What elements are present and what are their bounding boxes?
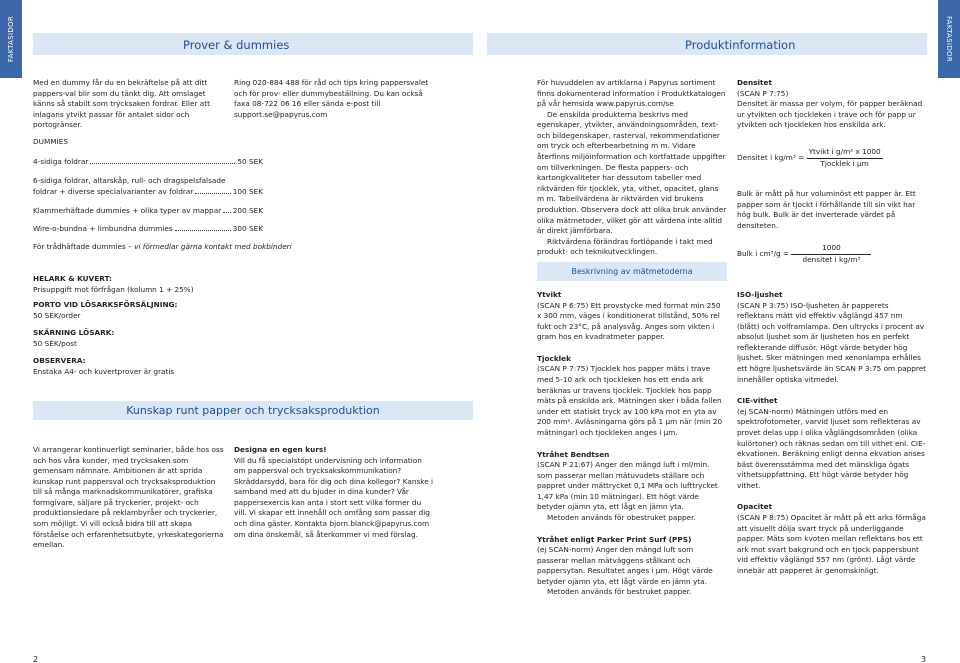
design-text: Vill du få specialstöpt undervisning och information om pappersval och trycksakskommunikation? Skräddarsydd, bara för dig och dina kollegor? Kanske i samband med att du bjuder in dina kunder? Vår pappersexercis kan anta i stort sett vilka former du vill. Vi skapar ett innehåll och omfång som passar dig och dina gäster. Kontakta bjorn.blanck@papyrus.com om dina önskemål, så återkommer vi med förslag. bbox=[234, 455, 434, 539]
density-heading: Densitet bbox=[737, 78, 772, 87]
right-page-number: 3 bbox=[921, 655, 927, 663]
measure-column-a bbox=[537, 290, 727, 598]
price-text: 50 SEK/post bbox=[33, 338, 77, 348]
price-block bbox=[33, 300, 177, 321]
price-heading: PORTO VID LÖSARKSFÖRSÄLJNING: bbox=[33, 300, 178, 309]
design-heading: Designa en egen kurs! bbox=[234, 445, 327, 454]
dummy-price: 200 SEK bbox=[232, 206, 263, 215]
dummy-price: 100 SEK bbox=[232, 187, 263, 196]
dummy-label: 4-sidiga foldrar bbox=[33, 157, 89, 166]
price-block bbox=[33, 328, 114, 349]
price-heading: HELARK & KUVERT: bbox=[33, 274, 112, 283]
left-tab-label: FAKTASIDOR bbox=[6, 15, 15, 63]
dummy-label: foldrar + diverse specialvarianter av foldrar bbox=[33, 187, 194, 196]
measure-text: (SCAN P 7:75) Tjocklek hos papper mäts i trave med 5-10 ark och tjockleken hos ett enda ark beräknas ur travens tjocklek. Tjocklek hos papp mäts på enskilda ark. Mätningen sker i båda fallen under ett statiskt tryck av 100 kPa mot en yta av 200 mm². Avläsningarna görs på 1 µm när (min 20 mätningar) och tjockleken anges i µm. bbox=[537, 364, 723, 437]
measure-item bbox=[537, 290, 727, 343]
left-header-title: Prover & dummies bbox=[183, 38, 290, 52]
intro-paragraph: De enskilda produkterna beskrivs med egenskaper, ytvikter, användningsområden, text- och bildegenskaper, rasterval, rekommendationer om tryck och efterbearbetning m m. Vidare återfinns miljöinformation och kortfattade uppgifter om tillverkningen. De flesta pappers- och kartongkvaliteter har dessutom tabeller med riktvärden för tjocklek, yta, vithet, opacitet, glans m m. Tabellvärdena är riktvärden vid brukens produktion. Observera dock att olika bruk använder olika mätmetoder, vilket gör att värdena inte alltid är direkt jämförbara. bbox=[537, 109, 727, 236]
measure-text: (SCAN P 8:75) Opacitet är mått på ett arks förmåga att visuellt dölja svart tryck på underliggande papper. Mäts som kvoten mellan reflektans hos ett ark mot svart bakgrund och en tjock pappersbunt vid effektiv våglängd 557 nm (grönt). Lågt värde innebär att papperet är genomskinligt. bbox=[737, 512, 926, 575]
right-side-tab bbox=[938, 0, 960, 78]
measure-item bbox=[737, 396, 927, 491]
knowledge-section-title: Kunskap runt papper och trycksaksproduktion bbox=[126, 403, 380, 417]
dummy-row bbox=[33, 224, 263, 235]
dummy-price: 300 SEK bbox=[232, 224, 263, 233]
right-header-title: Produktinformation bbox=[685, 38, 796, 52]
price-heading: SKÄRNING LÖSARK: bbox=[33, 328, 115, 337]
dummy-row bbox=[33, 187, 263, 198]
left-page-number: 2 bbox=[33, 655, 39, 663]
measure-heading: Ytvikt bbox=[537, 290, 562, 299]
density-formula bbox=[737, 147, 883, 169]
measure-heading: Ytråhet enligt Parker Print Surf (PPS) bbox=[537, 534, 692, 544]
measure-column-b bbox=[737, 290, 927, 576]
thread-note-prefix: För trådhäftade dummies – bbox=[33, 242, 132, 251]
formula-fraction bbox=[791, 243, 871, 265]
measure-item bbox=[537, 354, 727, 439]
measure-extra: Metoden används för obestruket papper. bbox=[547, 512, 696, 522]
dummy-label-line: 6-sidiga foldrar, altarskåp, rull- och dragspelsfalsade bbox=[33, 176, 226, 185]
dummies-heading: DUMMIES bbox=[33, 137, 68, 146]
measure-heading: CIE-vithet bbox=[737, 396, 778, 406]
formula-denominator: densitet i kg/m³ bbox=[802, 254, 861, 264]
measure-item bbox=[537, 450, 727, 524]
measure-item bbox=[737, 290, 927, 385]
seminar-text: Vi arrangerar kontinuerligt seminarier, både hos oss och hos våra kunder, med trycksaken som gemensam nämnare. Ambitionen är att sprida kunskap runt pappersval och trycksaksproduktion till så många marknadskommunikatörer, grafiska formgivare, säljare på tryckerier, projekt- och produktionsledare på reklambyråer och tryckerier, som möjligt. Vi vill också bidra till att skapa förståelse och erfarenhetsutbyte, yrkeskategorierna emellan. bbox=[33, 445, 224, 550]
bulk-text: Bulk är mått på hur voluminöst ett papper är. Ett papper som är tjockt i förhållande till sin vikt har hög bulk. Bulk är det inverterade värdet på densiteten. bbox=[737, 189, 916, 230]
right-tab-label: FAKTASIDOR bbox=[945, 15, 954, 63]
dummy-price: 50 SEK bbox=[237, 157, 263, 166]
formula-lhs: Bulk i cm³/g = bbox=[737, 249, 790, 259]
formula-numerator: 1000 bbox=[791, 243, 871, 255]
left-side-tab bbox=[0, 0, 22, 78]
intro-paragraph: Riktvärdena förändras fortlöpande i takt med produkt- och teknikutvecklingen. bbox=[537, 236, 713, 257]
price-heading: OBSERVERA: bbox=[33, 356, 86, 365]
measure-item bbox=[537, 535, 727, 598]
knowledge-section-bar bbox=[33, 401, 473, 420]
measure-text: (ej SCAN-norm) Anger den mängd luft som passerar mellan mätväggens stålkant och pappersytan. Resultatet anges i µm. Högt värde betyder ojämn yta, ett lågt värde en jämn yta. bbox=[537, 545, 713, 586]
measure-heading: Tjocklek bbox=[537, 353, 571, 363]
formula-denominator: Tjocklek i µm bbox=[820, 158, 869, 168]
left-contact: Ring 020-884 488 för råd och tips kring pappersvalet och för prov- eller dummybeställning. Du kan också faxa 08-722 06 16 eller sända e-post till support.se@papyrus.com bbox=[234, 78, 429, 119]
measure-item bbox=[737, 502, 927, 576]
formula-lhs: Densitet i kg/m³ = bbox=[737, 153, 805, 163]
design-course bbox=[234, 445, 434, 540]
density-standard: (SCAN P 7:75) bbox=[737, 88, 789, 98]
measure-section-bar bbox=[537, 262, 727, 281]
thread-note bbox=[33, 242, 292, 253]
bulk-formula bbox=[737, 243, 871, 265]
dummy-label: Klammerhäftade dummies + olika typer av mappar bbox=[33, 206, 222, 215]
dummy-label: Wire-o-bundna + limbundna dummies bbox=[33, 224, 173, 233]
price-block bbox=[33, 274, 194, 295]
price-text: Prisuppgift mot förfrågan (kolumn 1 + 25%) bbox=[33, 284, 194, 294]
measure-heading: ISO-ljushet bbox=[737, 290, 783, 299]
dummy-row bbox=[33, 157, 263, 168]
measure-text: (SCAN P 6:75) Ett provstycke med format min 250 x 300 mm, väges i konditionerat tillstånd, 50% rel fukt och 23°C, på analysvåg. Anges som vikten i gram hos en kvadratmeter papper. bbox=[537, 300, 721, 342]
dummy-row bbox=[33, 206, 263, 217]
formula-numerator: Ytvikt i g/m² x 1000 bbox=[807, 147, 883, 159]
measure-heading: Ytråhet Bendtsen bbox=[537, 449, 610, 459]
measure-section-title: Beskrivning av mätmetoderna bbox=[571, 266, 693, 276]
density-block bbox=[737, 78, 927, 131]
left-intro: Med en dummy får du en bekräftelse på att ditt pappers-val blir som du tänkt dig. Att omslaget känns så stabilt som trycksaken fordrar. Eller att inlagans ytvikt passar för antalet sidor och portogränser. bbox=[33, 78, 210, 130]
density-text: Densitet är massa per volym, för papper beräknad ur ytvikten och tjockleken i trave och för papp ur ytvikten och tjockleken hos enskilda ark. bbox=[737, 99, 923, 130]
measure-text: (SCAN P 21:67) Anger den mängd luft i ml/min. som passerar mellan mätuvudets ställare och pappret under mättrycket 0,1 MPa och lufttrycket 1,47 kPa (min 10 mätningar). Ett högt värde betyder ojämn yta, ett lågt en jämn yta. bbox=[537, 460, 718, 512]
price-text: Enstaka A4- och kuvertprover är gratis bbox=[33, 366, 175, 376]
right-intro bbox=[537, 78, 727, 258]
price-block bbox=[33, 356, 174, 377]
price-text: 50 SEK/order bbox=[33, 310, 81, 320]
measure-extra: Metoden används för bestruket papper. bbox=[547, 587, 692, 597]
measure-heading: Opacitet bbox=[737, 502, 773, 512]
formula-fraction bbox=[807, 147, 883, 169]
intro-paragraph: För huvuddelen av artiklarna i Papyrus sortiment finns dokumenterad information i Produktkatalogen på vår hemsida www.papyrus.com/se bbox=[537, 78, 726, 109]
measure-text: (ej SCAN-norm) Mätningen utförs med en spektrofotometer, varvid ljuset som reflekteras av provet delas upp i olika våglängdsområden (olika kulörtoner) och räknas sedan om till vithet enl. CIE-ekvationen. Beräkning enligt denna ekvation anses bäst överensstämma med det mänskliga ögats vithetsuppfattning. Ett högt värde betyder hög vithet. bbox=[737, 406, 926, 490]
thread-note-italic: vi förmedlar gärna kontakt med bokbinderi bbox=[134, 242, 292, 251]
measure-text: (SCAN P 3:75) ISO-ljusheten är papperets reflektans mätt vid effektiv våglängd 457 nm (blått) och volframlampa. Den ultrycks i procent av absolut ljushet som är ljusheten hos en perfekt reflekterande diffusör. Högt värde betyder hög ljushet. Sker mätningen med xenonlampa erhålles ett högre ljushetsvärde än SCAN P 3:75 om pappret innehåller optiska vitmedel. bbox=[737, 300, 927, 384]
